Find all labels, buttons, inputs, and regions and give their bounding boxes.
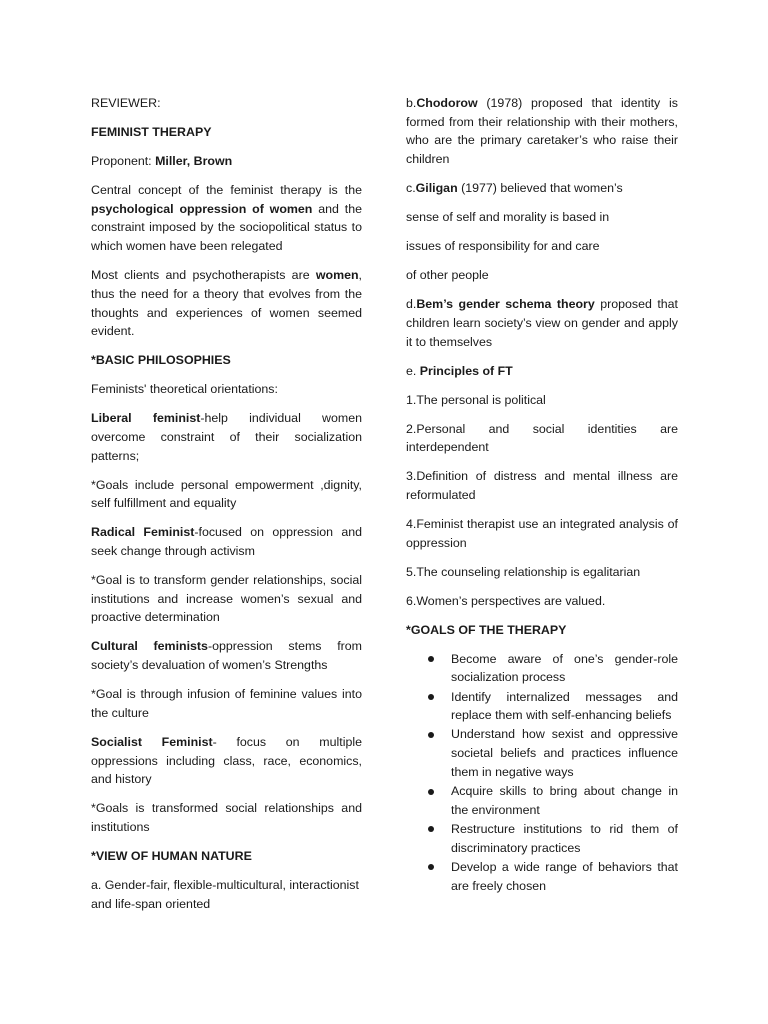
goal-item <box>406 858 678 895</box>
liberal-term: Liberal feminist <box>91 411 201 426</box>
reviewer-label: REVIEWER: <box>91 96 161 110</box>
principle-item: 5.The counseling relationship is egalitarian <box>406 564 641 579</box>
liberal-goal-paragraph: *Goals include personal empowerment ,dignity, self fulfillment and equality <box>91 477 362 511</box>
cultural-term: Cultural feminists <box>91 639 208 654</box>
clients-paragraph <box>91 266 362 341</box>
goals-heading <box>406 621 678 640</box>
b-text: (1978) proposed that identity is formed from their relationship with their mothers, who are the primary caretaker’s who raise their children <box>406 96 678 167</box>
bullet-icon <box>428 789 434 795</box>
e-prefix: e. <box>406 363 420 378</box>
socialist-term: Socialist Feminist <box>91 734 213 749</box>
right-column <box>406 94 678 896</box>
socialist-feminist-paragraph <box>91 733 362 789</box>
view-human-nature-heading <box>91 847 362 866</box>
title-text: FEMINIST THERAPY <box>91 125 212 139</box>
radical-term: Radical Feminist <box>91 525 195 540</box>
goal-text: Identify internalized messages and replace them with self-enhancing beliefs <box>451 689 678 723</box>
liberal-text: -help individual women overcome constraint of their socialization patterns; <box>91 411 363 463</box>
cultural-feminist-paragraph <box>91 637 362 674</box>
central-text-bold: psychological oppression of women <box>91 201 313 216</box>
goal-text: Restructure institutions to rid them of discriminatory practices <box>451 821 678 855</box>
bullet-icon <box>428 694 434 700</box>
goals-heading-text: *GOALS OF THE THERAPY <box>406 622 567 637</box>
view-item-c-line-3: issues of responsibility for and care <box>406 239 600 254</box>
view-heading-text: *VIEW OF HUMAN NATURE <box>91 848 252 863</box>
document-title <box>91 123 362 142</box>
cultural-text: -oppression stems from society’s devaluation of women’s Strengths <box>91 639 362 673</box>
radical-feminist-paragraph <box>91 523 362 560</box>
goal-item <box>406 688 678 725</box>
goal-text: Develop a wide range of behaviors that are freely chosen <box>451 859 678 893</box>
left-column <box>91 94 362 924</box>
view-item-c-line-2: sense of self and morality is based in <box>406 210 610 225</box>
bullet-icon <box>428 656 434 662</box>
clients-text-bold: women <box>315 268 359 283</box>
bullet-icon <box>428 864 434 870</box>
socialist-text: - focus on multiple oppressions including class, race, economics, and history <box>91 734 362 787</box>
central-concept-paragraph <box>91 181 362 256</box>
basic-heading-text: *BASIC PHILOSOPHIES <box>91 353 231 368</box>
bullet-icon <box>428 732 434 738</box>
principles-heading <box>406 362 678 381</box>
radical-text: -focused on oppression and seek change through activism <box>91 525 362 559</box>
d-name: Bem’s gender schema theory <box>416 297 595 312</box>
b-prefix: b. <box>406 96 417 110</box>
goal-item <box>406 725 678 781</box>
clients-text-c: , thus the need for a theory that evolves from the thoughts and experiences of women seemed evident. <box>91 268 362 339</box>
c-text: (1977) believed that women’s <box>457 181 623 196</box>
goal-item <box>406 820 678 857</box>
socialist-goal-paragraph: *Goals is transformed social relationships and institutions <box>91 801 362 834</box>
radical-goal-paragraph: *Goal is to transform gender relationships, social institutions and increase women’s sexual and proactive determination <box>91 573 362 625</box>
view-item-d <box>406 295 678 351</box>
goals-list <box>406 650 678 896</box>
goal-item <box>406 650 678 687</box>
b-name: Chodorow <box>416 96 478 110</box>
principle-item: 3.Definition of distress and mental illness are reformulated <box>406 469 678 502</box>
basic-philosophies-heading <box>91 351 362 370</box>
clients-text-a: Most clients and psychotherapists are <box>91 268 316 283</box>
central-text-a: Central concept of the feminist therapy is the <box>91 183 362 197</box>
c-prefix: c. <box>406 181 416 196</box>
goal-item <box>406 782 678 819</box>
goal-text: Become aware of one’s gender-role socialization process <box>451 651 678 685</box>
principle-item: 1.The personal is political <box>406 392 546 407</box>
principle-item: 4.Feminist therapist use an integrated analysis of oppression <box>406 516 678 550</box>
principle-item: 2.Personal and social identities are interdependent <box>406 421 678 455</box>
proponent-names: Miller, Brown <box>155 154 233 168</box>
e-heading: Principles of FT <box>419 363 513 378</box>
goal-text: Understand how sexist and oppressive societal beliefs and practices influence them in negative ways <box>451 727 678 779</box>
liberal-feminist-paragraph <box>91 409 362 465</box>
principle-item: 6.Women’s perspectives are valued. <box>406 593 606 608</box>
proponent-line <box>91 152 362 171</box>
proponent-label: Proponent: <box>91 154 156 168</box>
cultural-goal-paragraph: *Goal is through infusion of feminine values into the culture <box>91 687 362 720</box>
c-name: Giligan <box>415 181 458 196</box>
central-text-c: and the constraint imposed by the sociopolitical status to which women have been relegated <box>91 201 362 254</box>
d-prefix: d. <box>406 297 417 312</box>
d-text: proposed that children learn society’s view on gender and apply it to themselves <box>406 297 678 349</box>
view-item-b <box>406 94 678 169</box>
view-item-a: a. Gender-fair, flexible-multicultural, interactionist and life-span oriented <box>91 877 359 911</box>
view-item-c <box>406 179 678 198</box>
view-item-c-line-4: of other people <box>406 268 489 283</box>
goal-text: Acquire skills to bring about change in the environment <box>451 784 678 817</box>
bullet-icon <box>428 826 434 832</box>
orientations-line: Feminists' theoretical orientations: <box>91 382 278 397</box>
